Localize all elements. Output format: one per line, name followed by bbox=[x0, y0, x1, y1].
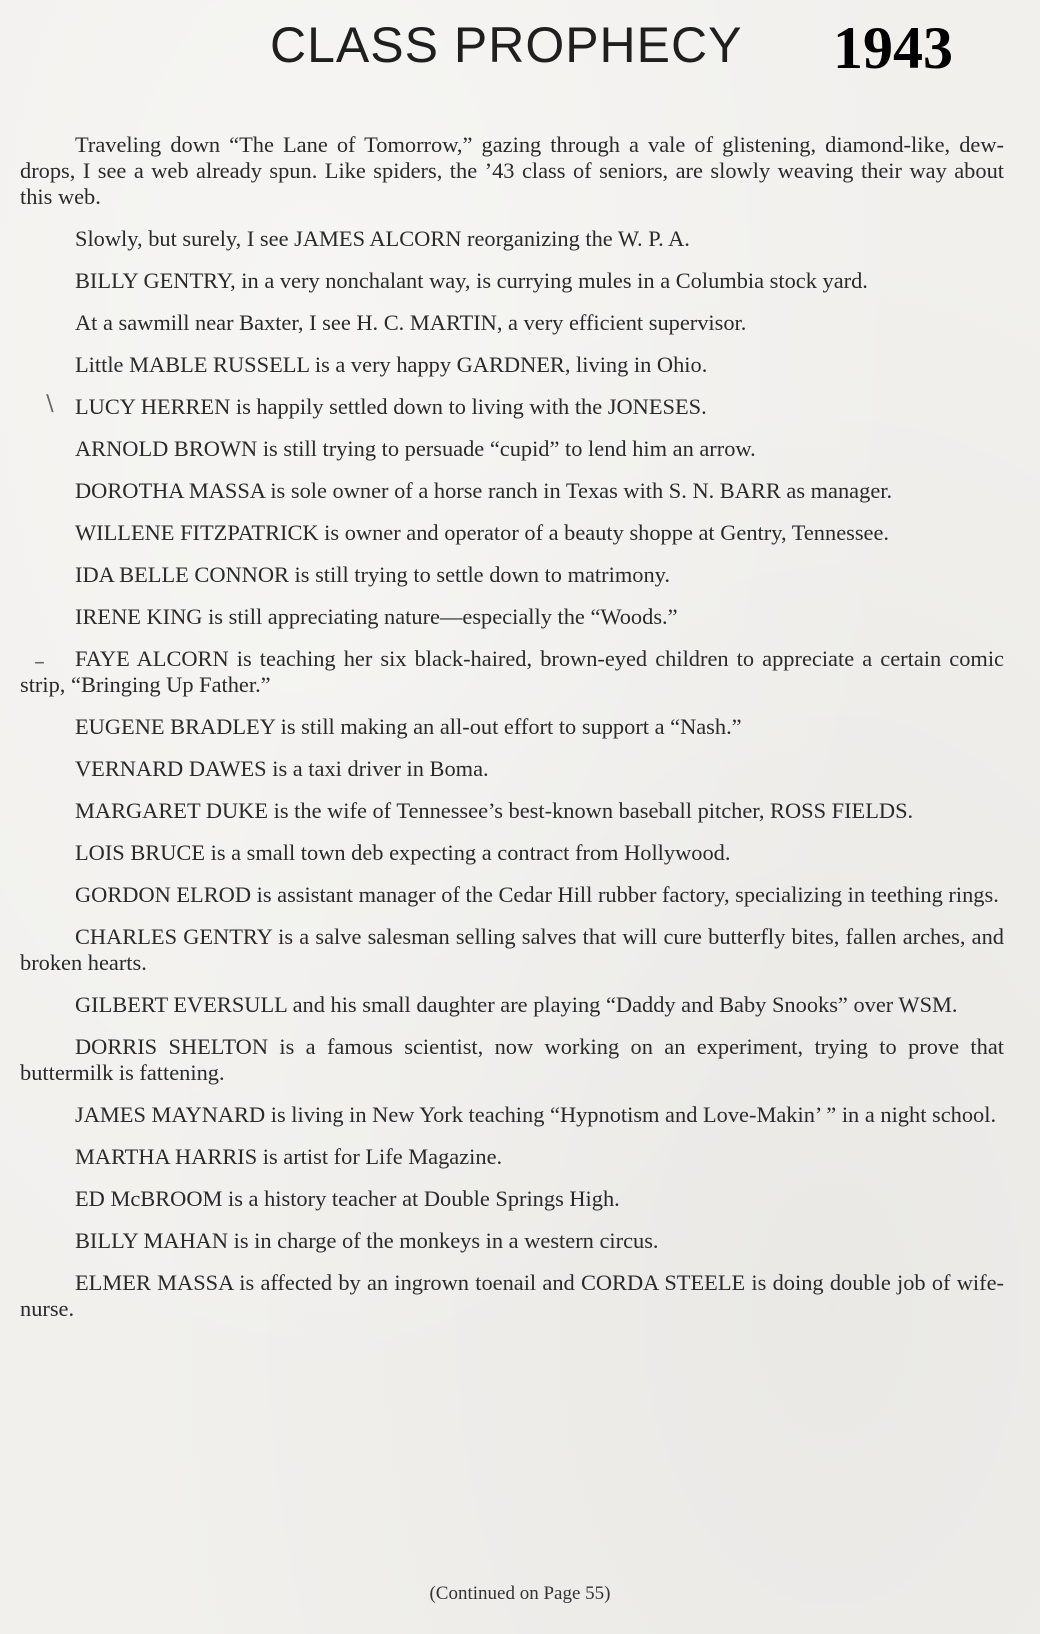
paragraph: MARGARET DUKE is the wife of Tennessee’s best-known baseball pitcher, ROSS FIELDS. bbox=[75, 798, 914, 823]
paragraph: EUGENE BRADLEY is still making an all-out effort to support a “Nash.” bbox=[75, 714, 742, 739]
paragraph: JAMES MAYNARD is living in New York teaching “Hypnotism and Love-Makin’ ” in a night school. bbox=[75, 1102, 997, 1127]
paragraph: DOROTHA MASSA is sole owner of a horse ranch in Texas with S. N. BARR as manager. bbox=[75, 478, 893, 503]
paragraph: LUCY HERREN is happily settled down to living with the JONESES. bbox=[75, 394, 707, 419]
year-label: 1943 bbox=[833, 15, 953, 81]
paragraph: Little MABLE RUSSELL is a very happy GARDNER, living in Ohio. bbox=[75, 352, 708, 377]
paragraph: GILBERT EVERSULL and his small daughter are playing “Daddy and Baby Snooks” over WSM. bbox=[75, 992, 958, 1017]
pencil-dash-mark: – bbox=[34, 650, 45, 675]
paragraph: ED McBROOM is a history teacher at Double Springs High. bbox=[75, 1186, 620, 1211]
paragraph: CHARLES GENTRY is a salve salesman selling salves that will cure butterfly bites, fallen arches, and broken hearts. bbox=[20, 924, 1004, 975]
prophecy-text bbox=[20, 132, 1004, 1338]
paragraph: WILLENE FITZPATRICK is owner and operator of a beauty shoppe at Gentry, Tennessee. bbox=[75, 520, 890, 545]
paragraph: FAYE ALCORN is teaching her six black-haired, brown-eyed children to appreciate a certain comic strip, “Bringing Up Father.” bbox=[20, 646, 1004, 697]
paragraph: At a sawmill near Baxter, I see H. C. MARTIN, a very efficient supervisor. bbox=[75, 310, 747, 335]
paragraph: VERNARD DAWES is a taxi driver in Boma. bbox=[75, 756, 489, 781]
paragraph: DORRIS SHELTON is a famous scientist, now working on an experiment, trying to prove that buttermilk is fattening. bbox=[20, 1034, 1004, 1085]
continued-note: (Continued on Page 55) bbox=[429, 1583, 611, 1604]
paragraph: MARTHA HARRIS is artist for Life Magazine. bbox=[75, 1144, 503, 1169]
paragraph: Slowly, but surely, I see JAMES ALCORN reorganizing the W. P. A. bbox=[75, 226, 690, 251]
paragraph: IRENE KING is still appreciating nature—especially the “Woods.” bbox=[75, 604, 678, 629]
paragraph: ARNOLD BROWN is still trying to persuade “cupid” to lend him an arrow. bbox=[75, 436, 756, 461]
paragraph: ELMER MASSA is affected by an ingrown toenail and CORDA STEELE is doing double job of wife-nurse. bbox=[20, 1270, 1004, 1321]
paragraph: BILLY GENTRY, in a very nonchalant way, is currying mules in a Columbia stock yard. bbox=[75, 268, 868, 293]
pencil-check-mark: ∖ bbox=[42, 392, 57, 417]
paragraph: GORDON ELROD is assistant manager of the Cedar Hill rubber factory, specializing in teething rings. bbox=[75, 882, 999, 907]
page-title: CLASS PROPHECY bbox=[270, 17, 743, 73]
paragraph: BILLY MAHAN is in charge of the monkeys in a western circus. bbox=[75, 1228, 659, 1253]
paragraph: IDA BELLE CONNOR is still trying to settle down to matrimony. bbox=[75, 562, 670, 587]
paragraph: Traveling down “The Lane of Tomorrow,” gazing through a vale of glistening, diamond-like, dew-drops, I see a web already spun. Like spiders, the ’43 class of seniors, are slowly weaving their way about this web. bbox=[20, 132, 1004, 209]
page-header bbox=[0, 10, 1040, 90]
paragraph: LOIS BRUCE is a small town deb expecting a contract from Hollywood. bbox=[75, 840, 731, 865]
